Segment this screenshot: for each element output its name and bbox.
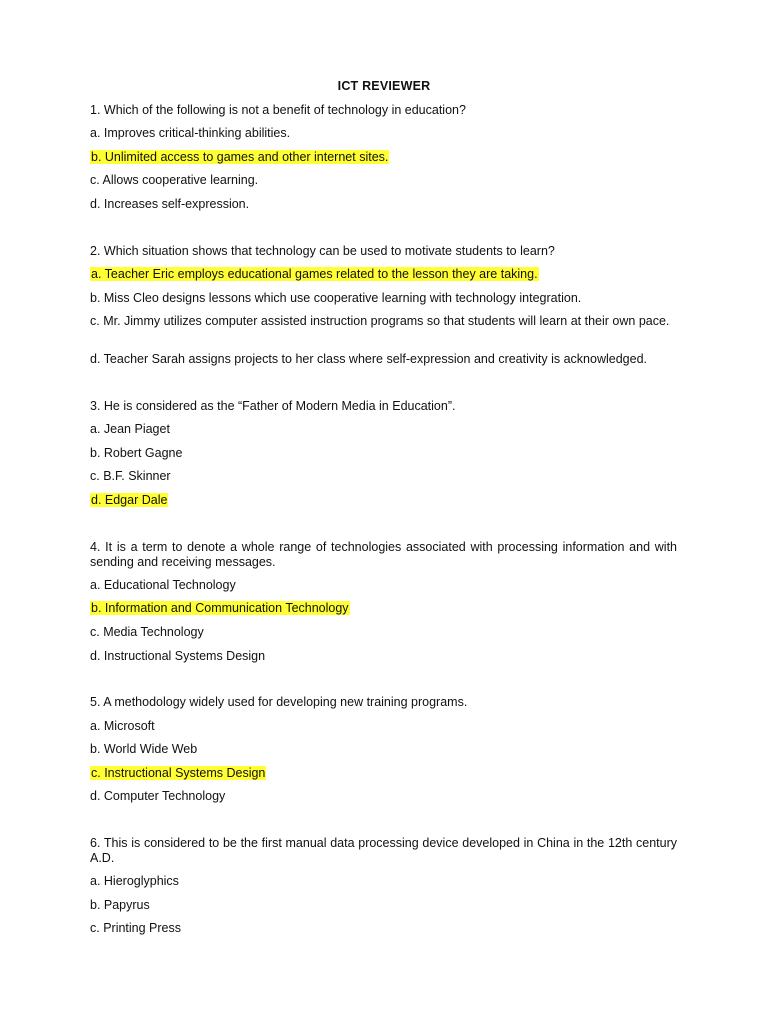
q1-option-a: a. Improves critical-thinking abilities. [90, 126, 291, 140]
q3-option-a: a. Jean Piaget [90, 422, 170, 436]
q1-option-b-answer [90, 150, 677, 165]
answer-highlight: d. Edgar Dale [91, 493, 168, 507]
q2-option-b: b. Miss Cleo designs lessons which use cooperative learning with technology integration. [90, 291, 582, 305]
q2-option-c: c. Mr. Jimmy utilizes computer assisted instruction programs so that students will learn at their own pace. [90, 314, 670, 328]
question-6: 6. This is considered to be the first manual data processing device developed in China in the 12th century A.D. [90, 836, 677, 865]
q3-option-c: c. B.F. Skinner [90, 469, 171, 483]
question-4: 4. It is a term to denote a whole range of technologies associated with processing information and with sending and receiving messages. [90, 540, 677, 569]
q2-option-d: d. Teacher Sarah assigns projects to her class where self-expression and creativity is acknowledged. [90, 352, 647, 366]
q6-option-a: a. Hieroglyphics [90, 874, 179, 888]
question-5: 5. A methodology widely used for developing new training programs. [90, 695, 468, 709]
question-3: 3. He is considered as the “Father of Modern Media in Education”. [90, 399, 456, 413]
answer-highlight: b. Unlimited access to games and other internet sites. [91, 150, 389, 164]
answer-highlight: c. Instructional Systems Design [91, 766, 266, 780]
q4-option-a: a. Educational Technology [90, 578, 236, 592]
q5-option-a: a. Microsoft [90, 719, 155, 733]
q3-option-d-answer [90, 493, 677, 508]
q4-option-b-answer [90, 601, 677, 616]
q1-option-d: d. Increases self-expression. [90, 197, 250, 211]
answer-highlight: b. Information and Communication Technology [91, 601, 349, 615]
question-2: 2. Which situation shows that technology can be used to motivate students to learn? [90, 244, 555, 258]
q1-option-c: c. Allows cooperative learning. [90, 173, 259, 187]
q4-option-c: c. Media Technology [90, 625, 204, 639]
q5-option-c-answer [90, 766, 677, 781]
document-title: ICT REVIEWER [337, 79, 431, 93]
q6-option-b: b. Papyrus [90, 898, 150, 912]
q5-option-d: d. Computer Technology [90, 789, 226, 803]
q4-option-d: d. Instructional Systems Design [90, 649, 266, 663]
q6-option-c: c. Printing Press [90, 921, 182, 935]
q3-option-b: b. Robert Gagne [90, 446, 183, 460]
q2-option-a-answer [90, 267, 677, 282]
q5-option-b: b. World Wide Web [90, 742, 198, 756]
answer-highlight: a. Teacher Eric employs educational games related to the lesson they are taking. [91, 267, 538, 281]
question-1: 1. Which of the following is not a benefit of technology in education? [90, 103, 466, 117]
